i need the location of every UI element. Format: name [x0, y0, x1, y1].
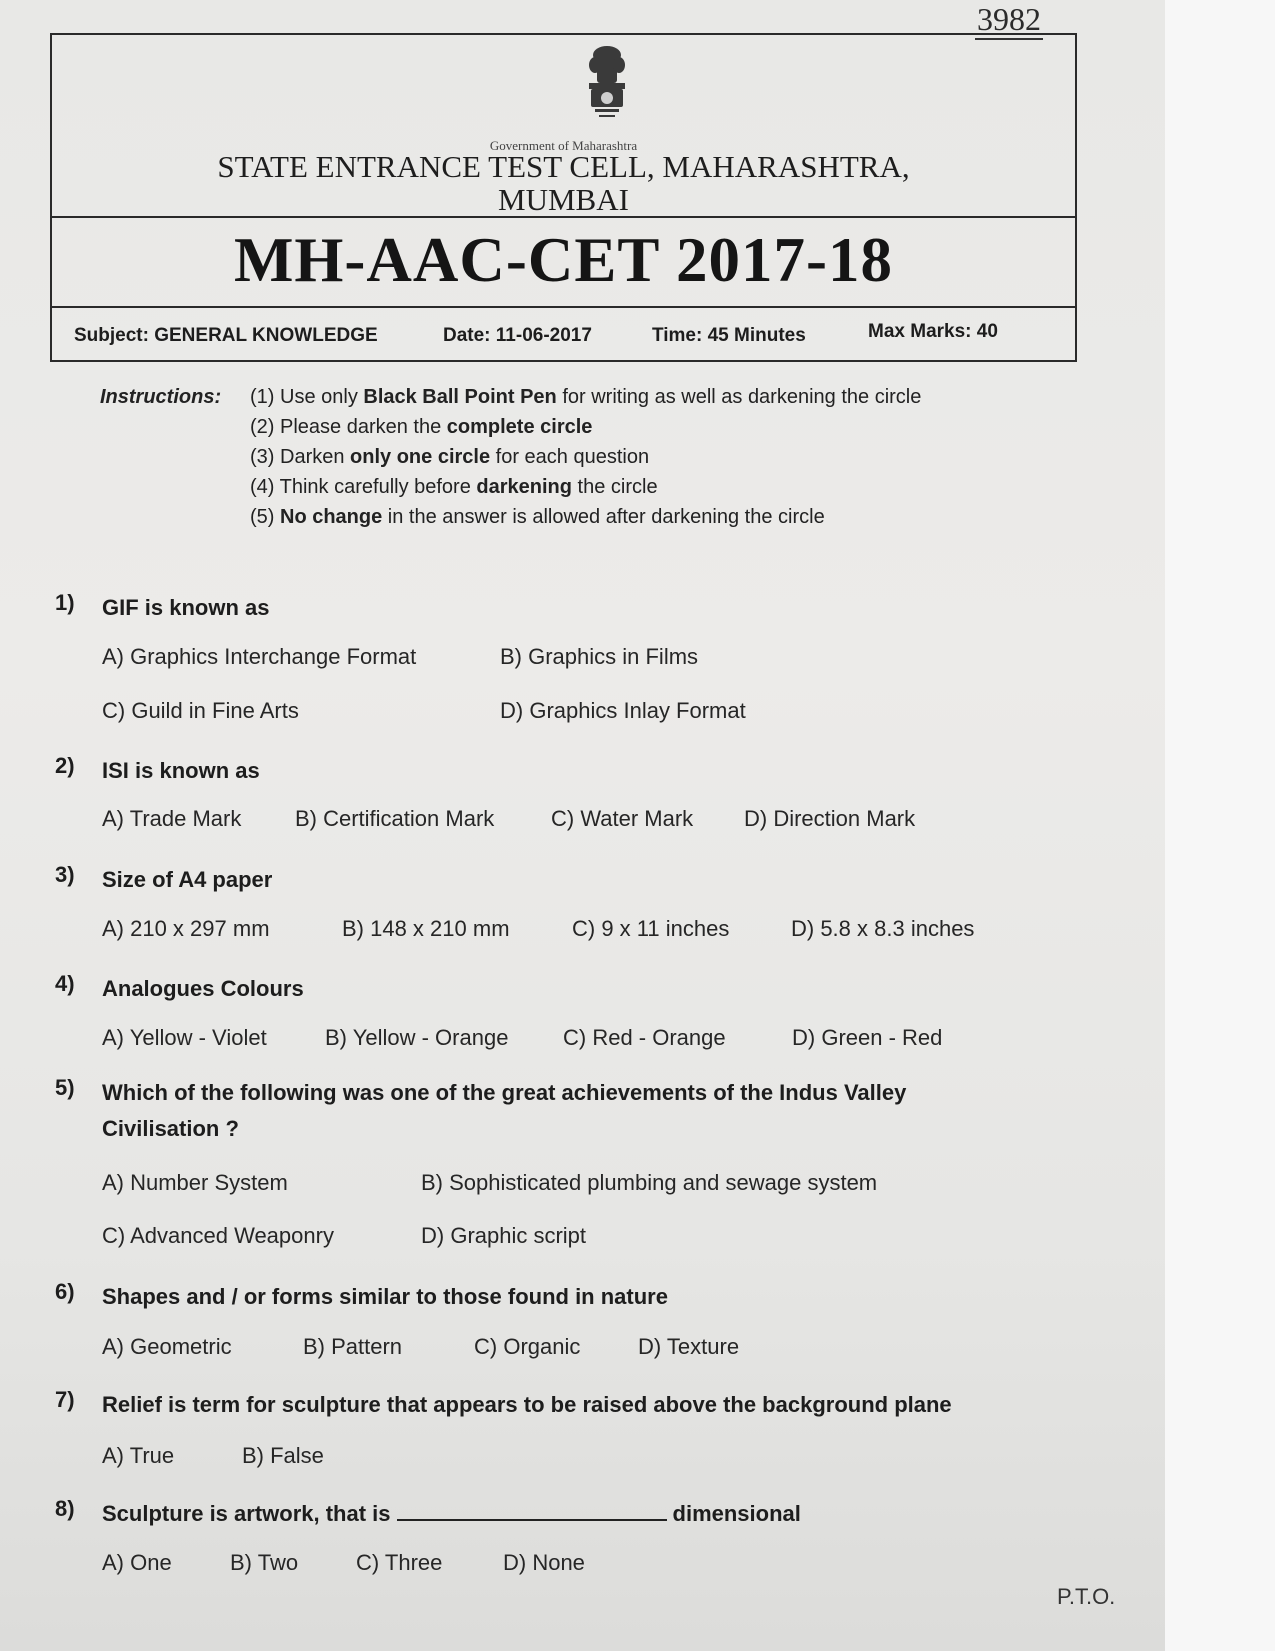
option[interactable]: D) 5.8 x 8.3 inches: [791, 916, 975, 941]
option[interactable]: A) Number System: [102, 1170, 288, 1195]
instruction-line: (3) Darken only one circle for each question: [250, 446, 650, 468]
question-text: Size of A4 paper: [102, 867, 273, 892]
option[interactable]: B) Graphics in Films: [500, 644, 699, 669]
question-text: Relief is term for sculpture that appears to be raised above the background plane: [102, 1392, 952, 1417]
option[interactable]: B) 148 x 210 mm: [342, 916, 510, 941]
option[interactable]: A) Trade Mark: [102, 806, 242, 831]
option[interactable]: A) True: [102, 1443, 175, 1468]
question-number: 4): [55, 971, 75, 996]
option[interactable]: B) Yellow - Orange: [325, 1025, 509, 1050]
question-text: ISI is known as: [102, 758, 260, 783]
option[interactable]: C) Three: [356, 1550, 443, 1575]
option[interactable]: D) Direction Mark: [744, 806, 916, 831]
instruction-line: (1) Use only Black Ball Point Pen for writing as well as darkening the circle: [250, 386, 922, 408]
option[interactable]: B) Pattern: [303, 1334, 403, 1359]
option[interactable]: D) Graphics Inlay Format: [500, 698, 746, 723]
question-text: Analogues Colours: [102, 976, 304, 1001]
question-number: 3): [55, 862, 75, 887]
instruction-line: (5) No change in the answer is allowed after darkening the circle: [250, 506, 825, 528]
option[interactable]: C) Advanced Weaponry: [102, 1223, 334, 1248]
instruction-line: (4) Think carefully before darkening the circle: [250, 476, 658, 498]
option[interactable]: D) Texture: [638, 1334, 740, 1359]
question-text: [102, 1075, 906, 1147]
option[interactable]: B) Sophisticated plumbing and sewage system: [421, 1170, 878, 1195]
question-text-line1: Which of the following was one of the great achievements of the Indus Valley: [102, 1080, 907, 1105]
option[interactable]: C) Red - Orange: [563, 1025, 726, 1050]
option[interactable]: C) Water Mark: [551, 806, 694, 831]
question-number: 6): [55, 1279, 75, 1304]
option[interactable]: C) Organic: [474, 1334, 581, 1359]
question-text: Shapes and / or forms similar to those found in nature: [102, 1284, 668, 1309]
question-text: GIF is known as: [102, 595, 270, 620]
option[interactable]: A) One: [102, 1550, 172, 1575]
pto-label: P.T.O.: [1057, 1584, 1116, 1609]
option[interactable]: A) Geometric: [102, 1334, 232, 1359]
exam-header: [50, 33, 1077, 362]
subject-label: Subject: GENERAL KNOWLEDGE: [74, 325, 378, 346]
instruction-line: (2) Please darken the complete circle: [250, 416, 593, 438]
cell-title-line1: STATE ENTRANCE TEST CELL, MAHARASHTRA,: [217, 149, 910, 184]
cell-title: [52, 150, 1075, 216]
option[interactable]: B) Two: [230, 1550, 299, 1575]
question-number: 7): [55, 1387, 75, 1412]
exam-title: MH-AAC-CET 2017-18: [233, 225, 894, 295]
page-number: 3982: [975, 0, 1043, 40]
meta-divider: [52, 306, 1075, 308]
instructions-label: Instructions:: [100, 386, 222, 408]
government-line: Government of Maharashtra: [489, 138, 638, 153]
question-number: 1): [55, 590, 75, 615]
option[interactable]: A) Yellow - Violet: [102, 1025, 267, 1050]
option[interactable]: D) Green - Red: [792, 1025, 943, 1050]
option[interactable]: D) Graphic script: [421, 1223, 587, 1248]
option[interactable]: C) Guild in Fine Arts: [102, 698, 299, 723]
option[interactable]: B) Certification Mark: [295, 806, 495, 831]
question-text-line2: Civilisation ?: [102, 1116, 239, 1141]
option[interactable]: C) 9 x 11 inches: [572, 916, 730, 941]
date-label: Date: 11-06-2017: [443, 325, 592, 346]
header-divider: [52, 216, 1075, 218]
state-emblem-icon: [581, 43, 633, 135]
question-number: 8): [55, 1496, 75, 1521]
max-marks-label: Max Marks: 40: [868, 321, 998, 342]
option[interactable]: D) None: [503, 1550, 585, 1575]
question-number: 5): [55, 1075, 75, 1100]
cell-title-line2: MUMBAI: [498, 182, 629, 217]
option[interactable]: A) Graphics Interchange Format: [102, 644, 417, 669]
option[interactable]: A) 210 x 297 mm: [102, 916, 270, 941]
time-label: Time: 45 Minutes: [652, 325, 806, 346]
question-number: 2): [55, 753, 75, 778]
option[interactable]: B) False: [242, 1443, 324, 1468]
question-text: Sculpture is artwork, that is dimensional: [102, 1501, 801, 1526]
answer-blank: [397, 1519, 667, 1521]
